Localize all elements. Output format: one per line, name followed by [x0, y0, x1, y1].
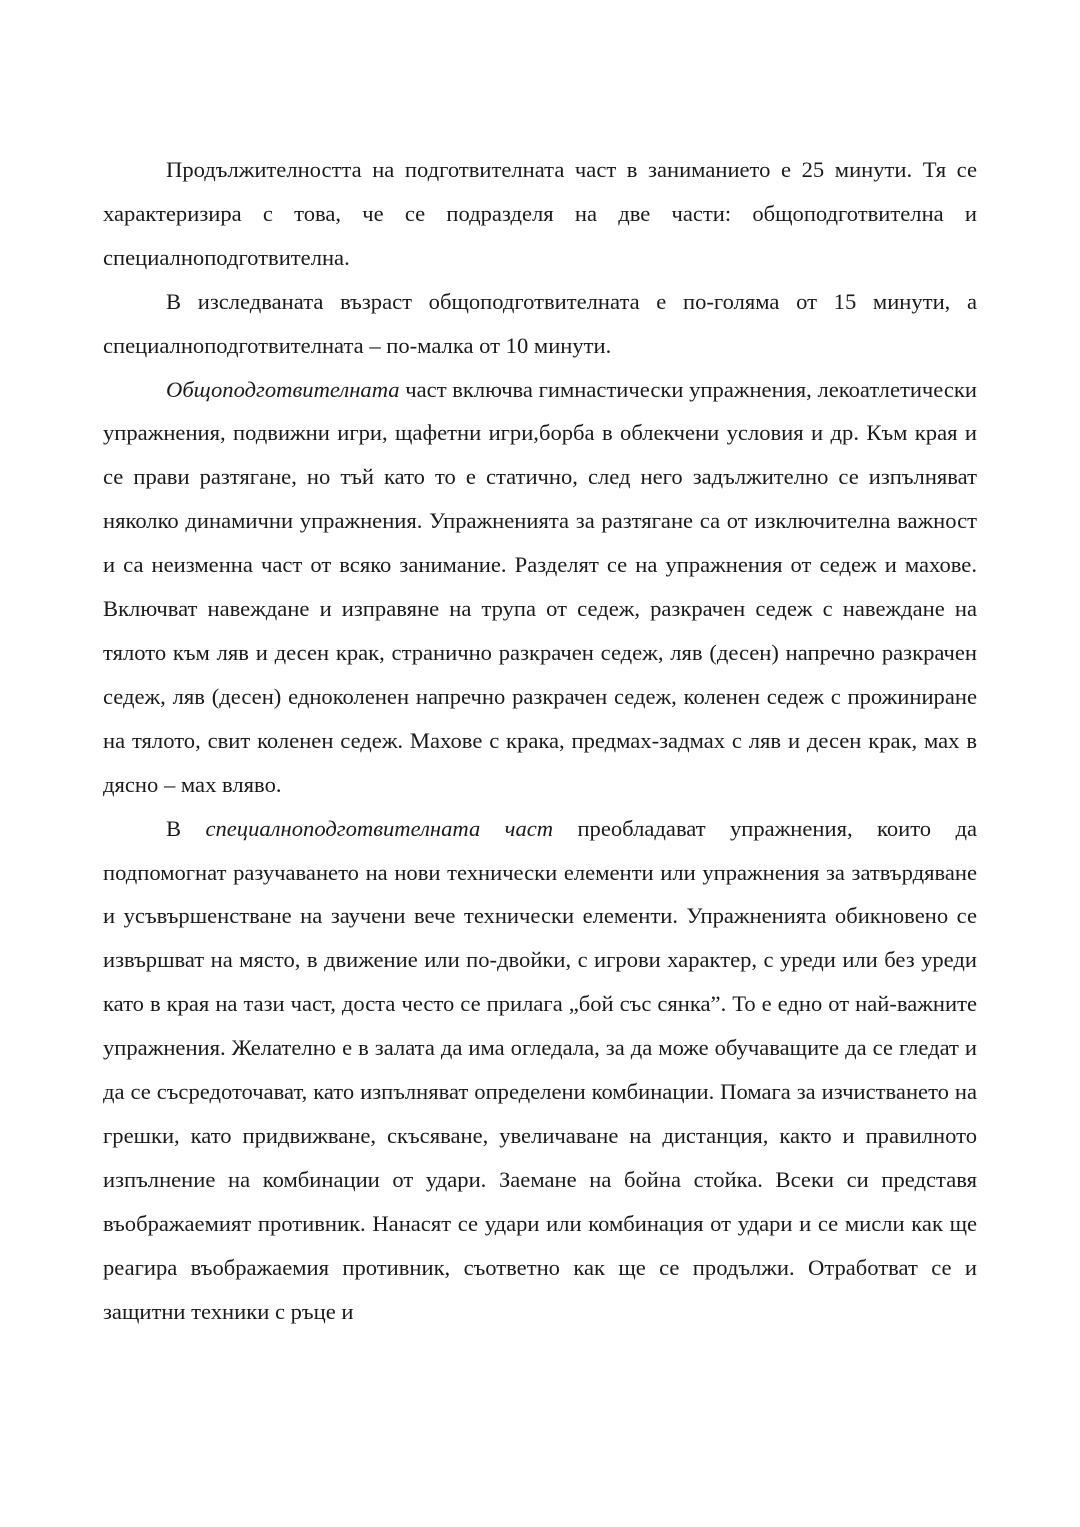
paragraph-general-preparatory [103, 368, 977, 807]
emphasis-special-preparatory: специалноподготвителната част [205, 815, 554, 841]
paragraph-special-preparatory [103, 807, 977, 1334]
emphasis-general-preparatory: Общоподготвителната [166, 376, 400, 402]
paragraph-age-timing: В изследваната възраст общоподготвителната е по-голяма от 15 минути, а специалноподготвителната – по-малка от 10 минути. [103, 288, 977, 358]
paragraph-special-preparatory-text: преобладават упражнения, които да подпомогнат разучаването на нови технически елементи или упражнения за затвърдяване и усъвършенстване на заучени вече технически елементи. Упражненията обикновено се извършват на място, в движение или по-двойки, с игрови характер, с уреди или без уреди като в края на тази част, доста често се прилага „бой със сянка”. То е едно от най-важните упражнения. Желателно е в залата да има огледала, за да може обучаващите да се гледат и да се съсредоточават, като изпълняват определени комбинации. Помага за изчистването на грешки, като придвижване, скъсяване, увеличаване на дистанция, както и правилното изпълнение на комбинации от удари. Заемане на бойна стойка. Всеки си представя въображаемият противник. Нанасят се удари или комбинация от удари и се мисли как ще реагира въображаемия противник, съответно как ще се продължи. Отработват се и защитни техники с ръце и [103, 815, 977, 1324]
paragraph-preparatory-duration: Продължителността на подготвителната част в заниманието е 25 минути. Тя се характеризира с това, че се подразделя на две части: общоподготвителна и специалноподготвителна. [103, 157, 977, 270]
paragraph-general-preparatory-text: част включва гимнастически упражнения, лекоатлетически упражнения, подвижни игри, щафетни игри,борба в облекчени условия и др. Към края и се прави разтягане, но тъй като то е статично, след него задължително се изпълняват няколко динамични упражнения. Упражненията за разтягане са от изключителна важност и са неизменна част от всяко занимание. Разделят се на упражнения от седеж и махове. Включват навеждане и изправяне на трупа от седеж, разкрачен седеж с навеждане на тялото към ляв и десен крак, странично разкрачен седеж, ляв (десен) напречно разкрачен седеж, ляв (десен) едноколенен напречно разкрачен седеж, коленен седеж с прожиниране на тялото, свит коленен седеж. Махове с крака, предмах-задмах с ляв и десен крак, мах в дясно – мах вляво. [103, 376, 977, 797]
paragraph-special-preparatory-lead: В [166, 815, 206, 841]
document-page [103, 148, 977, 1333]
